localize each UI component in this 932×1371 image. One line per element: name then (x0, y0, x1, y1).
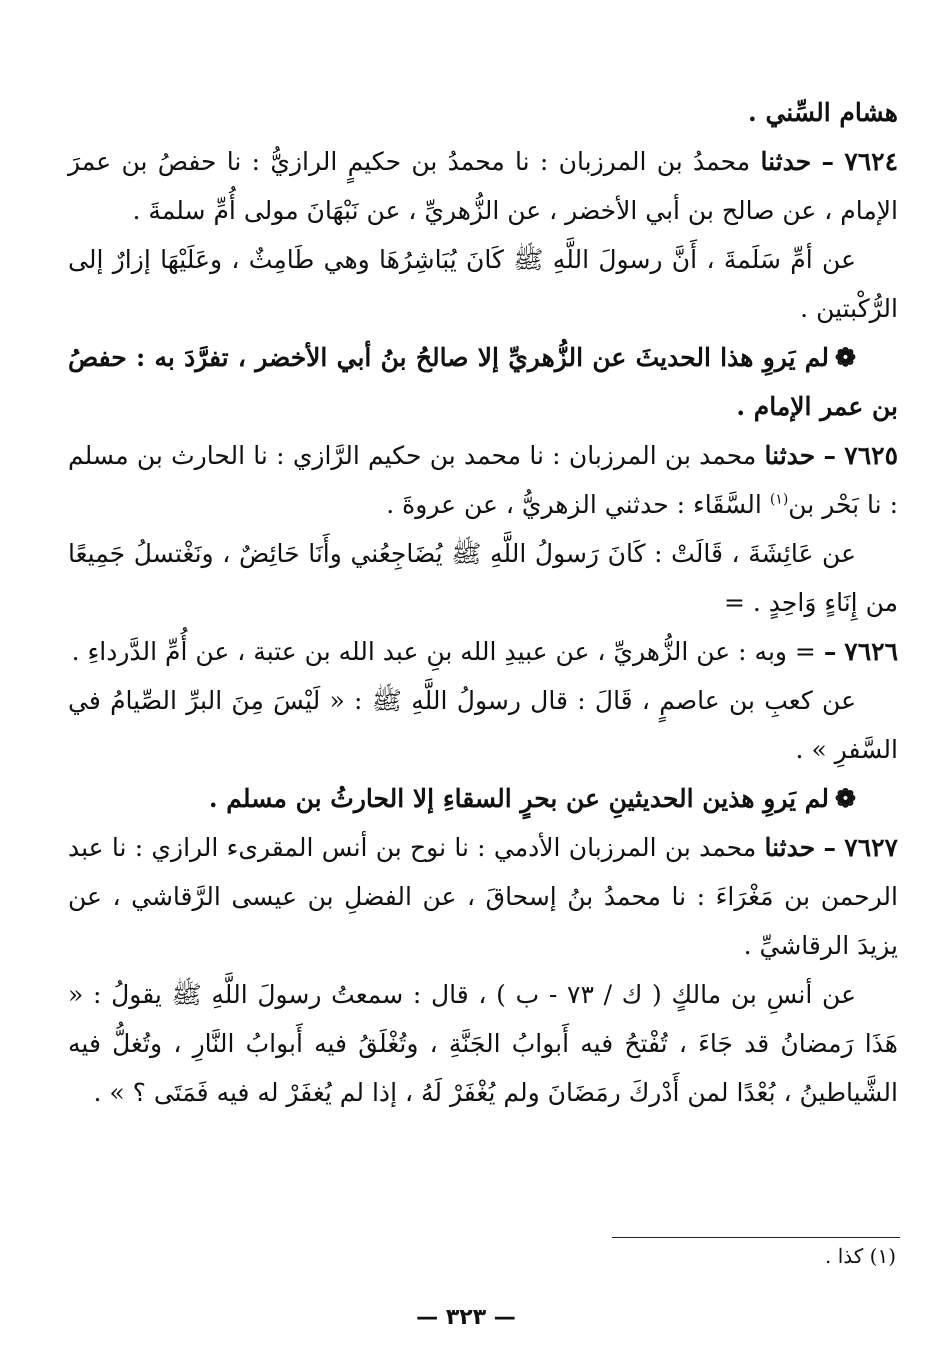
footnote-marker[interactable]: (١) (769, 491, 789, 508)
footnote-text: (١) كذا . (824, 1244, 896, 1268)
comment-7626-text: لم يَروِ هذين الحديثينِ عن بحرٍ السقاءِ إلا الحارثُ بن مسلم . (208, 784, 830, 813)
comment-7624-text: لم يَروِ هذا الحديثَ عن الزُّهريِّ إلا صالحُ بنُ أبي الأخضر ، تفرَّدَ به : حفصُ بن عمر الإمام . (68, 343, 898, 421)
dash: – (823, 637, 837, 666)
hadith-7627-chain (68, 823, 898, 970)
hadith-7626-matn-text: عن كعبِ بن عاصمٍ ، قَالَ : قال رسولُ اللَّهِ ﷺ : « لَيْسَ مِنَ البرِّ الصِّيامُ في السَّفرِ » . (68, 686, 898, 764)
hadith-7624-label: حدثنا (760, 147, 812, 176)
page-body (68, 88, 898, 1117)
hadith-7626-chain (68, 627, 898, 676)
dash: – (821, 147, 834, 176)
hadith-7626-isnad: = وبه : عن الزُّهريِّ ، عن عبيدِ الله بنِ عبد الله بن عتبة ، عن أُمِّ الدَّرداءِ . (71, 637, 816, 666)
hadith-7625-chain (68, 431, 898, 529)
hadith-7627-number: ٧٦٢٧ (844, 833, 898, 862)
hadith-7625-number: ٧٦٢٥ (844, 441, 898, 470)
star-icon: ❁ (835, 784, 856, 813)
hadith-7627-matn (68, 970, 898, 1117)
hadith-7624-isnad: محمدُ بن المرزبان : نا محمدُ بن حكيمٍ الرازيُّ : نا حفصُ بن عمرَ الإمام ، عن صالح بن أبي الأخضر ، عن الزُّهريِّ ، عن نَبْهَانَ مولى أُمِّ سلمةَ . (68, 147, 898, 225)
dash: – (823, 833, 836, 862)
hadith-7625-label: حدثنا (764, 441, 816, 470)
hadith-7624-number: ٧٦٢٤ (844, 147, 899, 176)
hadith-7624-chain (68, 137, 898, 235)
hadith-7624-matn (68, 235, 898, 333)
dash: – (823, 441, 837, 470)
hadith-7626-number: ٧٦٢٦ (844, 637, 898, 666)
star-icon: ❁ (835, 343, 856, 372)
footnote-divider (612, 1237, 900, 1238)
hadith-7625-matn-text: عن عَائِشَةَ ، قَالَتْ : كَانَ رَسولُ اللَّهِ ﷺ يُضَاجِعُني وأَنَا حَائِضٌ ، ونَغْتسلُ جَمِيعًا من إِنَاءٍ وَاحِدٍ . = (68, 539, 898, 617)
hadith-7627-label: حدثنا (764, 833, 816, 862)
hadith-7624-matn-text: عن أمِّ سَلَمةَ ، أَنَّ رسولَ اللَّهِ ﷺ كَانَ يُبَاشِرُهَا وهي طَامِثٌ ، وعَلَيْهَا إزارٌ إلى الرُّكْبتين . (68, 245, 898, 323)
hisham-text: هشام السِّني . (748, 98, 898, 127)
footnote (496, 1241, 896, 1271)
hadith-7627-isnad: محمد بن المرزبان الأدمي : نا نوح بن أنس المقرىء الرازي : نا عبد الرحمن بن مَغْرَاءَ : نا محمدُ بنُ إسحاقَ ، عن الفضلِ بن عيسى الرَّقاشي ، عن يزيدَ الرقاشيِّ . (68, 833, 898, 960)
hadith-7626-matn (68, 676, 898, 774)
hadith-7625-matn (68, 529, 898, 627)
hadith-7625-isnad-a: محمد بن المرزبان : نا محمد بن حكيم الرَّازي : نا الحارث بن مسلم : نا بَحْر بن (68, 441, 898, 519)
page-number: — ٣٢٣ — (416, 1305, 516, 1330)
comment-7626 (68, 774, 898, 823)
comment-7624 (68, 333, 898, 431)
hadith-7627-matn-text: عن أنسِ بن مالكٍ ( ك / ٧٣ - ب ) ، قال : سمعتُ رسولَ اللَّهِ ﷺ يقولُ : « هَذَا رَمضانُ قد جَاءَ ، تُفْتحُ فيه أَبوابُ الجَنَّةِ ، وتُغْلَقُ فيه أَبوابُ النَّارِ ، وتُغلُّ فيه الشَّياطينُ ، بُعْدًا لمن أَدْركَ رمَضَانَ ولم يُغْفَرْ لَهُ ، إذا لم يُغفَرْ له فيه فَمَتَى ؟ » . (68, 980, 898, 1107)
hadith-7625-isnad-b: السَّقَاء : حدثني الزهريُّ ، عن عروةَ . (386, 490, 762, 519)
text-line-hisham (68, 88, 898, 137)
